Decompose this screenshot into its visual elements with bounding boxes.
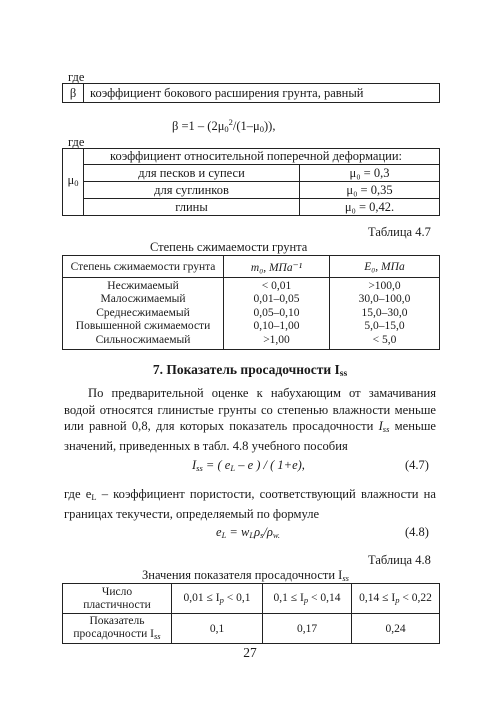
table-column <box>224 278 330 350</box>
mu-row-label: глины <box>84 199 300 216</box>
table-cell: 15,0–30,0 <box>361 306 408 319</box>
table-cell: 0,05–0,10 <box>253 306 300 319</box>
table-cell: 0,01–0,05 <box>253 293 300 306</box>
formula-4-7-number: (4.7) <box>405 458 429 472</box>
table-cell: Малосжимаемый <box>100 293 186 306</box>
table-column <box>63 278 224 350</box>
table-cell: Повышенной сжимаемости <box>75 320 211 333</box>
formula-4-8: $e_L = w_L\rho_s/\rho_{w.}$ <box>216 525 281 540</box>
where-label-1: где <box>68 70 85 84</box>
table-row-label: Число пластичности <box>63 584 172 614</box>
mu-row-value: μ₀ = 0,35 <box>300 182 440 199</box>
mu-row-value: μ₀ = 0,3 <box>300 165 440 182</box>
mu-row-value: μ₀ = 0,42. <box>300 199 440 216</box>
paragraph-1: По предварительной оценке к набухающим от замачивания водой относятся глинистые грунты со степенью влажности меньше или равной 0,8, для которых показатель просадочности $I_{ss}$ меньше значений, приведенных в табл. 4.8 учебного пособия <box>64 386 436 453</box>
table-cell: 0,17 <box>263 614 352 644</box>
table-cell: >1,00 <box>263 333 290 346</box>
where-label-2: где <box>68 135 85 149</box>
table-cell: >100,0 <box>368 280 401 292</box>
table-cell: 5,0–15,0 <box>364 320 405 333</box>
table-cell: Сильносжимаемый <box>95 333 191 346</box>
table-cell: Несжимаемый <box>107 280 179 292</box>
table-cell: $0,14 \le I_p < 0,22$ <box>352 584 440 614</box>
beta-symbol: β <box>63 84 84 103</box>
mu-definition-table <box>62 148 440 216</box>
mu-header: коэффициент относительной поперечной деформации: <box>84 149 440 165</box>
beta-description: коэффициент бокового расширения грунта, равный <box>84 84 440 103</box>
table-4-8-number: Таблица 4.8 <box>368 553 431 567</box>
formula-4-7: $I_{ss}$ = ( $e_L$ – e ) / ( 1+e), <box>192 458 305 473</box>
beta-definition-table <box>62 83 440 103</box>
table-4-7-number: Таблица 4.7 <box>368 225 431 239</box>
table-4-8 <box>62 583 440 644</box>
mu-symbol: $\mu_0$ <box>63 149 84 216</box>
mu-row-label: для песков и супеси <box>84 165 300 182</box>
formula-4-8-number: (4.8) <box>405 525 429 539</box>
table-4-8-title: Значения показателя просадочности $I_{ss}$ <box>142 568 349 583</box>
page-number: 27 <box>243 645 257 660</box>
table-column <box>330 278 440 350</box>
table-cell: $0,1 \le I_p < 0,14$ <box>263 584 352 614</box>
table-header: E₀, МПа <box>330 256 440 278</box>
section-heading: 7. Показатель просадочности $I_{ss}$ <box>152 362 348 379</box>
table-4-7 <box>62 255 440 350</box>
table-cell: $0,01 \le I_p < 0,1$ <box>172 584 263 614</box>
paragraph-2: где $e_L$ – коэффициент пористости, соответствующий влажности на границах текучести, определяемый по формуле <box>64 487 437 521</box>
beta-formula: $\beta =1 - (2\mu_0^2/(1-\mu_0))$, <box>172 117 276 134</box>
table-cell: 0,1 <box>172 614 263 644</box>
table-header: Степень сжимаемости грунта <box>63 256 224 278</box>
table-row-label: Показатель просадочности $I_{ss}$ <box>63 614 172 644</box>
table-4-7-title: Степень сжимаемости грунта <box>150 240 308 254</box>
table-cell: 0,24 <box>352 614 440 644</box>
mu-row-label: для суглинков <box>84 182 300 199</box>
table-header: m₀, МПа⁻¹ <box>224 256 330 278</box>
table-cell: 0,10–1,00 <box>253 320 300 333</box>
table-cell: 30,0–100,0 <box>358 293 411 306</box>
table-cell: < 0,01 <box>261 280 292 292</box>
table-cell: < 5,0 <box>372 333 397 346</box>
table-cell: Среднесжимаемый <box>96 306 190 319</box>
